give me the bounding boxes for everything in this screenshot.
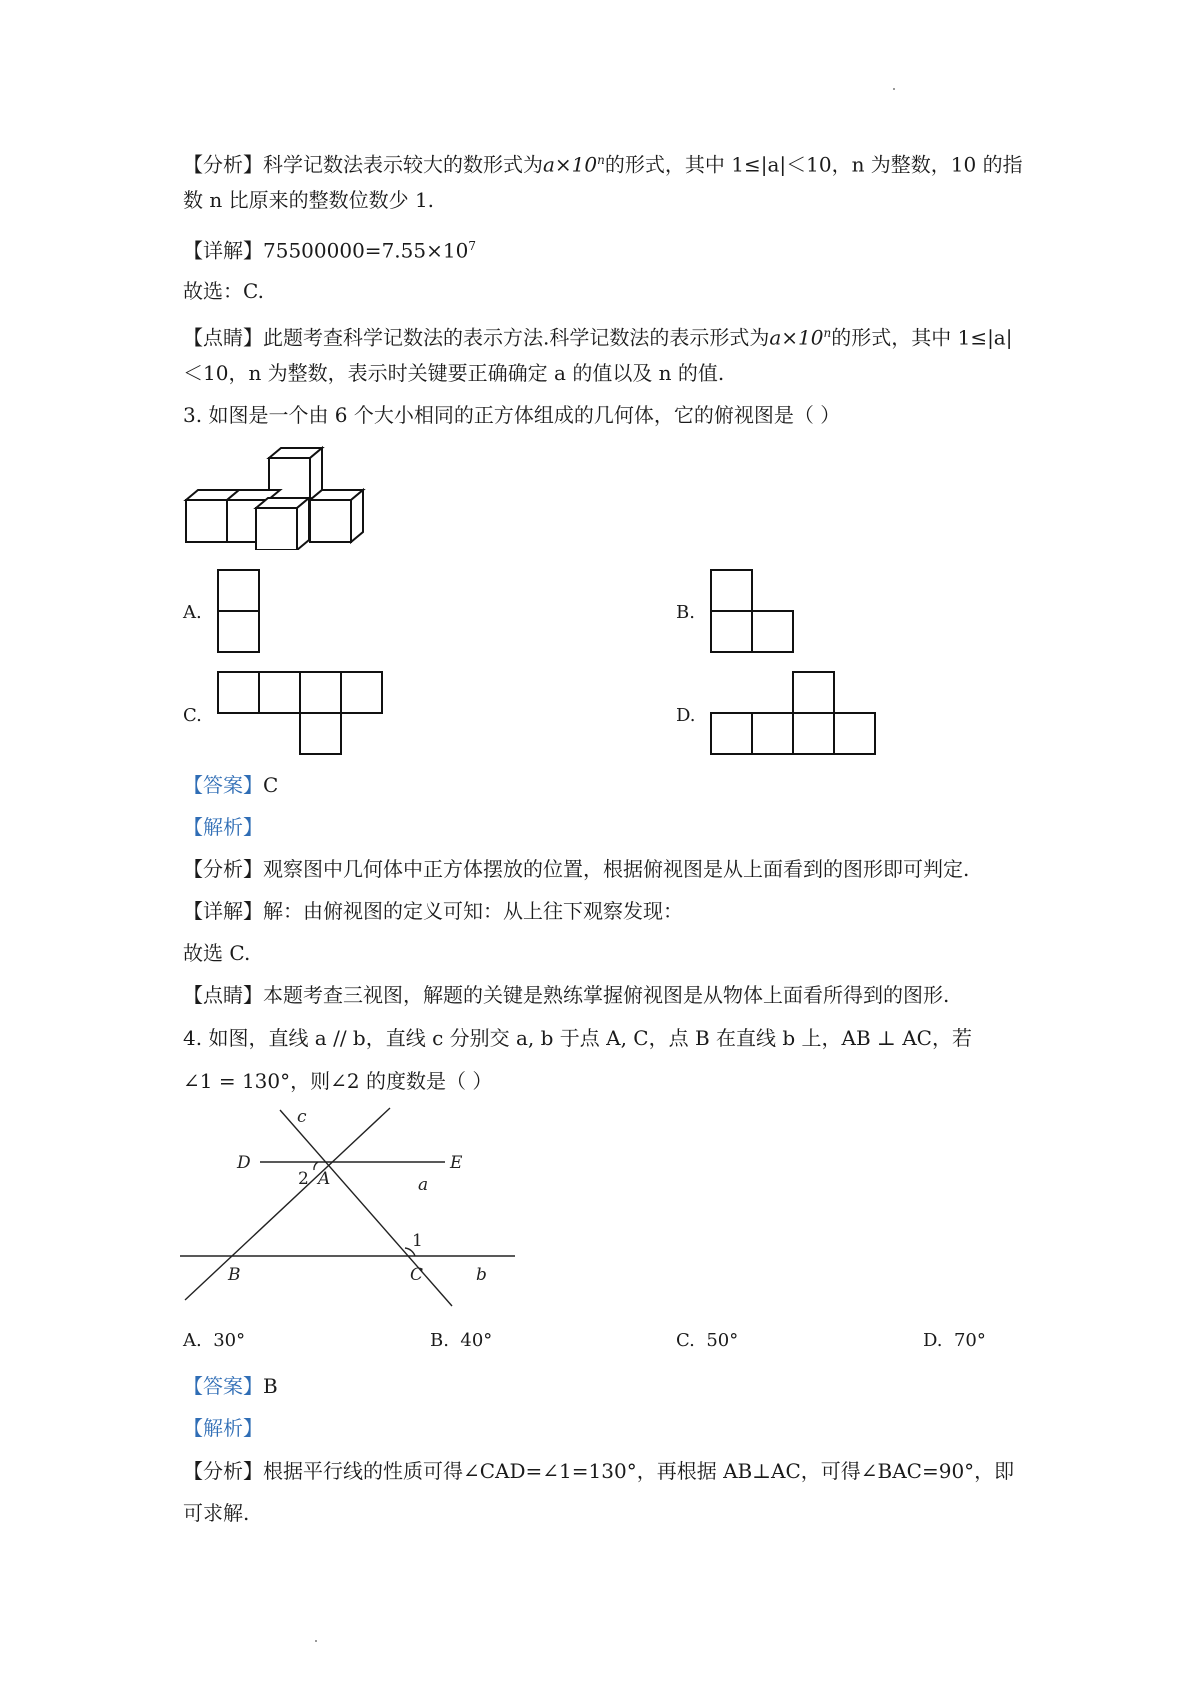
q4-explain-tag: 【解析】 xyxy=(183,1416,263,1440)
q4-question-line1: 4. 如图，直线 a // b，直线 c 分别交 a, b 于点 A, C，点 B 在直线 b 上，AB ⊥ AC，若 xyxy=(183,1026,972,1050)
label-C: C xyxy=(410,1265,424,1285)
q2-comment-line2: ＜10，n 为整数，表示时关键要正确确定 a 的值以及 n 的值. xyxy=(183,361,725,385)
q3-choose: 故选 C. xyxy=(183,941,251,965)
label-B: B xyxy=(228,1265,241,1285)
label-A: A xyxy=(318,1169,331,1189)
page-mark-bottom xyxy=(315,1640,317,1642)
q3-option-c-figure[interactable] xyxy=(216,670,384,756)
q2-detail: 【详解】$75500000=7.55\times 10^7$ xyxy=(183,238,476,263)
label-b: b xyxy=(476,1265,487,1285)
q3-explain-tag: 【解析】 xyxy=(183,815,263,839)
q4-option-a[interactable]: A. 30° xyxy=(183,1330,246,1351)
q4-analysis-line1: 【分析】根据平行线的性质可得∠CAD=∠1=130°，再根据 AB⊥AC，可得∠BAC=90°，即 xyxy=(183,1459,1015,1483)
q4-analysis-line2: 可求解. xyxy=(183,1501,250,1525)
q3-solid-drawing xyxy=(180,440,380,550)
q3-answer: 【答案】C xyxy=(183,773,279,797)
q3-option-b-label[interactable]: B. xyxy=(676,602,695,623)
q3-detail: 【详解】解：由俯视图的定义可知：从上往下观察发现： xyxy=(183,899,683,923)
q2-analysis-line2: 数 n 比原来的整数位数少 1. xyxy=(183,188,435,212)
q2-comment-line1: 【点睛】此题考查科学记数法的表示方法.科学记数法的表示形式为$a\times 10^n$的形式，其中 1≤|a| xyxy=(183,325,1013,350)
q3-option-b-figure[interactable] xyxy=(709,568,797,654)
label-1: 1 xyxy=(412,1231,423,1251)
q3-option-a-figure[interactable] xyxy=(216,568,262,654)
label-E: E xyxy=(450,1153,463,1173)
q4-option-b[interactable]: B. 40° xyxy=(430,1330,493,1351)
page-mark xyxy=(893,88,895,90)
q4-answer: 【答案】B xyxy=(183,1374,278,1398)
q3-option-a-label[interactable]: A. xyxy=(183,602,202,623)
q4-question-line2: ∠1 = 130°，则∠2 的度数是（ ） xyxy=(183,1069,493,1093)
q2-analysis-line1: 【分析】科学记数法表示较大的数形式为$a\times 10^n$的形式，其中 1≤|a|＜10，n 为整数，10 的指 xyxy=(183,152,1023,177)
line-ab xyxy=(185,1108,390,1300)
label-D: D xyxy=(237,1153,251,1173)
q4-option-d[interactable]: D. 70° xyxy=(923,1330,986,1351)
q4-option-c[interactable]: C. 50° xyxy=(676,1330,739,1351)
label-a: a xyxy=(418,1175,429,1195)
q3-option-d-figure[interactable] xyxy=(709,670,877,756)
q3-option-c-label[interactable]: C. xyxy=(183,705,202,726)
q3-comment: 【点睛】本题考查三视图，解题的关键是熟练掌握俯视图是从物体上面看所得到的图形. xyxy=(183,983,950,1007)
q4-geometry-figure xyxy=(180,1100,520,1310)
line-c xyxy=(280,1110,452,1306)
q2-choose: 故选：C. xyxy=(183,279,264,303)
q3-analysis: 【分析】观察图中几何体中正方体摆放的位置，根据俯视图是从上面看到的图形即可判定. xyxy=(183,857,970,881)
q3-question: 3. 如图是一个由 6 个大小相同的正方体组成的几何体，它的俯视图是（ ） xyxy=(183,403,841,427)
label-c: c xyxy=(297,1107,307,1127)
q3-option-d-label[interactable]: D. xyxy=(676,705,696,726)
label-2: 2 xyxy=(298,1169,309,1189)
